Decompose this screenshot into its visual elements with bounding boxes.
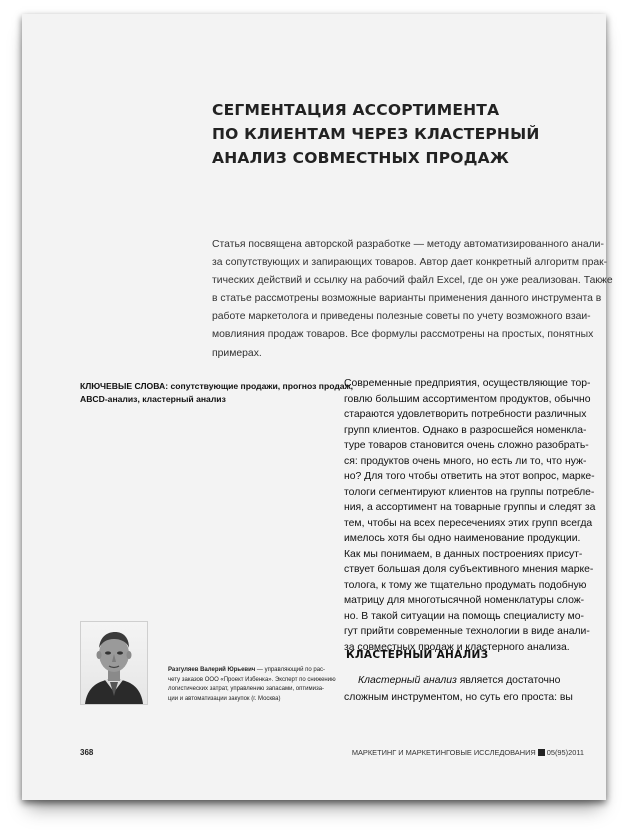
abstract-line: в статье рассмотрены возможные варианты применения данного инструмента в (212, 293, 602, 305)
author-bio-text: — управляющий по рас- (255, 667, 326, 673)
body-line: сложным инструментом, но суть его проста: вы (344, 691, 573, 703)
body-line: ния, а ассортимент на товарные группы и следят за (344, 502, 596, 513)
body-line: за совместных продаж и кластерного анализа. (344, 641, 570, 653)
body-line: тем, чтобы на всех пересечениях этих групп всегда (344, 517, 593, 529)
square-bullet-icon (538, 749, 545, 756)
abstract-line: тических действий и ссылку на рабочий файл Excel, где он уже реализован. Также (212, 275, 613, 287)
body-line-rest: является достаточно (456, 675, 561, 686)
author-bio-line (168, 666, 328, 676)
abstract-line: мовлияния продаж товаров. Все формулы рассмотрены на простых, понятных (212, 329, 594, 341)
body-line: но. В такой ситуации на помощь специалисту мо- (344, 610, 584, 622)
italic-term: Кластерный анализ (358, 675, 457, 686)
body-line: толога, к тому же тщательно продумать подобную (344, 579, 587, 591)
body-line: матрицу для многотысячной номенклатуры слож- (344, 595, 585, 606)
issue-number: 05(95)2011 (546, 748, 584, 757)
body-line: ствует большая доля субъективного мнения марке- (344, 564, 594, 575)
body-text-column (344, 376, 596, 655)
body-line: стараются удовлетворить потребности различных (344, 409, 587, 420)
body-line: тологи сегментируют клиентов на группы потребле- (344, 486, 595, 498)
article-title (212, 98, 572, 170)
author-bio (168, 666, 336, 704)
author-photo (80, 621, 148, 705)
body-line (344, 673, 584, 690)
body-line: но? Для того чтобы ответить на этот вопрос, марке- (344, 471, 595, 482)
author-portrait-image (81, 622, 147, 704)
body-line: ся: продуктов очень много, но есть ли то, что нуж- (344, 455, 587, 467)
journal-footer (352, 748, 584, 757)
section-body-text (344, 673, 584, 706)
title-line: АНАЛИЗ СОВМЕСТНЫХ ПРОДАЖ (212, 149, 510, 167)
abstract-line: работе маркетолога и приведены полезные советы по учету возможного взаи- (212, 311, 591, 323)
page-number: 368 (80, 748, 94, 757)
journal-name: МАРКЕТИНГ И МАРКЕТИНГОВЫЕ ИССЛЕДОВАНИЯ (351, 748, 536, 757)
body-line: Современные предприятия, осуществляющие тор- (344, 378, 591, 389)
body-line: говлю большим ассортиментом продуктов, обычно (344, 393, 591, 405)
article-abstract (212, 236, 613, 363)
body-line: групп клиентов. Однако в разросшейся номенкла- (344, 424, 587, 436)
abstract-line: примерах. (212, 347, 262, 359)
keywords-line: КЛЮЧЕВЫЕ СЛОВА: сопутствующие продажи, прогноз продаж, (80, 381, 354, 391)
abstract-line: Статья посвящена авторской разработке — методу автоматизированного анали- (212, 239, 604, 250)
body-line: гут прийти современные технологии в виде анали- (344, 626, 590, 637)
keywords-line: ABCD-анализ, кластерный анализ (80, 394, 226, 405)
body-line: Как мы понимаем, в данных построениях присут- (344, 548, 583, 560)
author-bio-line: ции и автоматизации закупок (г. Москва) (168, 695, 281, 702)
author-bio-line: чету заказов ООО «Проект Избенка». Эксперт по снижению (168, 676, 336, 683)
abstract-line: за сопутствующих и запирающих товаров. Автор дает конкретный алгоритм прак- (212, 257, 608, 269)
title-line: СЕГМЕНТАЦИЯ АССОРТИМЕНТА (212, 101, 500, 119)
body-line: туре товаров становится очень сложно разобрать- (344, 440, 589, 451)
author-name: Разгуляев Валерий Юрьевич (168, 667, 256, 673)
keywords-block (80, 380, 354, 407)
section-heading: КЛАСТЕРНЫЙ АНАЛИЗ (346, 649, 489, 661)
title-line: ПО КЛИЕНТАМ ЧЕРЕЗ КЛАСТЕРНЫЙ (212, 125, 540, 143)
body-line: имелось хотя бы одно наименование продукции. (344, 533, 581, 544)
author-bio-line: логистических затрат, управлению запасами, оптимиза- (168, 686, 325, 693)
